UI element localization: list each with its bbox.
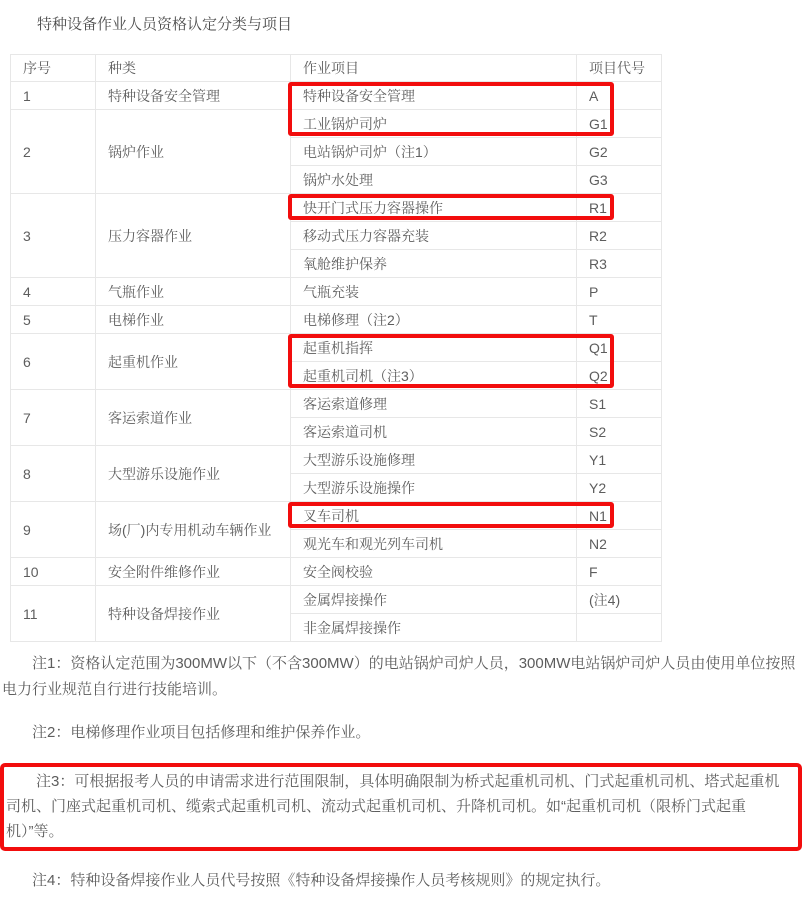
table-header-row: [11, 55, 662, 82]
project-code-cell: P: [577, 278, 662, 306]
project-code-cell: (注4): [577, 586, 662, 614]
project-cell: 大型游乐设施修理: [291, 446, 577, 474]
note-text: 注4：特种设备焊接作业人员代号按照《特种设备焊接操作人员考核规则》的规定执行。: [32, 872, 611, 889]
project-code-cell: Y2: [577, 474, 662, 502]
project-cell: 安全阀校验: [291, 558, 577, 586]
category-cell: 安全附件维修作业: [96, 558, 291, 586]
project-code-cell: T: [577, 306, 662, 334]
project-cell: 特种设备安全管理: [291, 82, 577, 110]
category-cell: 起重机作业: [96, 334, 291, 390]
project-code-cell: R3: [577, 250, 662, 278]
table-row: [11, 194, 662, 222]
note-3: [0, 763, 802, 851]
project-code-cell: A: [577, 82, 662, 110]
category-cell: 压力容器作业: [96, 194, 291, 278]
project-code-cell: N2: [577, 530, 662, 558]
category-cell: 特种设备焊接作业: [96, 586, 291, 642]
header-project-code: 项目代号: [577, 55, 662, 82]
project-cell: 非金属焊接操作: [291, 614, 577, 642]
project-cell: 氧舱维护保养: [291, 250, 577, 278]
note-2: [2, 720, 801, 746]
qualification-table: [10, 54, 662, 642]
serial-number-cell: 11: [11, 586, 96, 642]
table-row: [11, 502, 662, 530]
table-row: [11, 334, 662, 362]
note-1: [2, 651, 801, 703]
project-code-cell: G3: [577, 166, 662, 194]
project-cell: 起重机司机（注3）: [291, 362, 577, 390]
table-row: [11, 446, 662, 474]
serial-number-cell: 3: [11, 194, 96, 278]
project-cell: 快开门式压力容器操作: [291, 194, 577, 222]
project-code-cell: N1: [577, 502, 662, 530]
category-cell: 特种设备安全管理: [96, 82, 291, 110]
project-code-cell: G2: [577, 138, 662, 166]
project-code-cell: Q2: [577, 362, 662, 390]
note-text: 注3：可根据报考人员的申请需求进行范围限制，具体明确限制为桥式起重机司机、门式起重机司机、塔式起重机司机、门座式起重机司机、缆索式起重机司机、流动式起重机司机、升降机司机。如“起重机司机（限桥门式起重机）”等。: [6, 773, 780, 840]
project-code-cell: G1: [577, 110, 662, 138]
serial-number-cell: 8: [11, 446, 96, 502]
category-cell: 气瓶作业: [96, 278, 291, 306]
project-cell: 大型游乐设施操作: [291, 474, 577, 502]
project-cell: 起重机指挥: [291, 334, 577, 362]
note-4: [2, 868, 801, 894]
serial-number-cell: 5: [11, 306, 96, 334]
table-row: [11, 586, 662, 614]
table-header: [11, 55, 662, 82]
project-cell: 观光车和观光列车司机: [291, 530, 577, 558]
project-cell: 移动式压力容器充装: [291, 222, 577, 250]
header-project: 作业项目: [291, 55, 577, 82]
project-cell: 叉车司机: [291, 502, 577, 530]
project-code-cell: [577, 614, 662, 642]
header-serial-number: 序号: [11, 55, 96, 82]
serial-number-cell: 10: [11, 558, 96, 586]
note-text: 注1：资格认定范围为300MW以下（不含300MW）的电站锅炉司炉人员，300MW电站锅炉司炉人员由使用单位按照电力行业规范自行进行技能培训。: [2, 655, 796, 698]
category-cell: 电梯作业: [96, 306, 291, 334]
project-cell: 客运索道修理: [291, 390, 577, 418]
project-cell: 金属焊接操作: [291, 586, 577, 614]
project-code-cell: S1: [577, 390, 662, 418]
serial-number-cell: 6: [11, 334, 96, 390]
table-row: [11, 110, 662, 138]
project-cell: 工业锅炉司炉: [291, 110, 577, 138]
category-cell: 场(厂)内专用机动车辆作业: [96, 502, 291, 558]
serial-number-cell: 7: [11, 390, 96, 446]
serial-number-cell: 4: [11, 278, 96, 306]
table-row: [11, 390, 662, 418]
page-title: 特种设备作业人员资格认定分类与项目: [37, 16, 293, 33]
project-cell: 电站锅炉司炉（注1）: [291, 138, 577, 166]
table-row: [11, 306, 662, 334]
project-cell: 锅炉水处理: [291, 166, 577, 194]
note-text: 注2：电梯修理作业项目包括修理和维护保养作业。: [32, 724, 371, 741]
project-code-cell: S2: [577, 418, 662, 446]
serial-number-cell: 9: [11, 502, 96, 558]
project-code-cell: F: [577, 558, 662, 586]
project-cell: 气瓶充装: [291, 278, 577, 306]
header-category: 种类: [96, 55, 291, 82]
project-code-cell: Y1: [577, 446, 662, 474]
project-code-cell: Q1: [577, 334, 662, 362]
notes-section: [0, 651, 803, 894]
table-row: [11, 82, 662, 110]
project-code-cell: R1: [577, 194, 662, 222]
table-body: [11, 82, 662, 642]
project-cell: 电梯修理（注2）: [291, 306, 577, 334]
project-cell: 客运索道司机: [291, 418, 577, 446]
serial-number-cell: 2: [11, 110, 96, 194]
project-code-cell: R2: [577, 222, 662, 250]
serial-number-cell: 1: [11, 82, 96, 110]
category-cell: 大型游乐设施作业: [96, 446, 291, 502]
table-row: [11, 278, 662, 306]
category-cell: 客运索道作业: [96, 390, 291, 446]
category-cell: 锅炉作业: [96, 110, 291, 194]
table-row: [11, 558, 662, 586]
